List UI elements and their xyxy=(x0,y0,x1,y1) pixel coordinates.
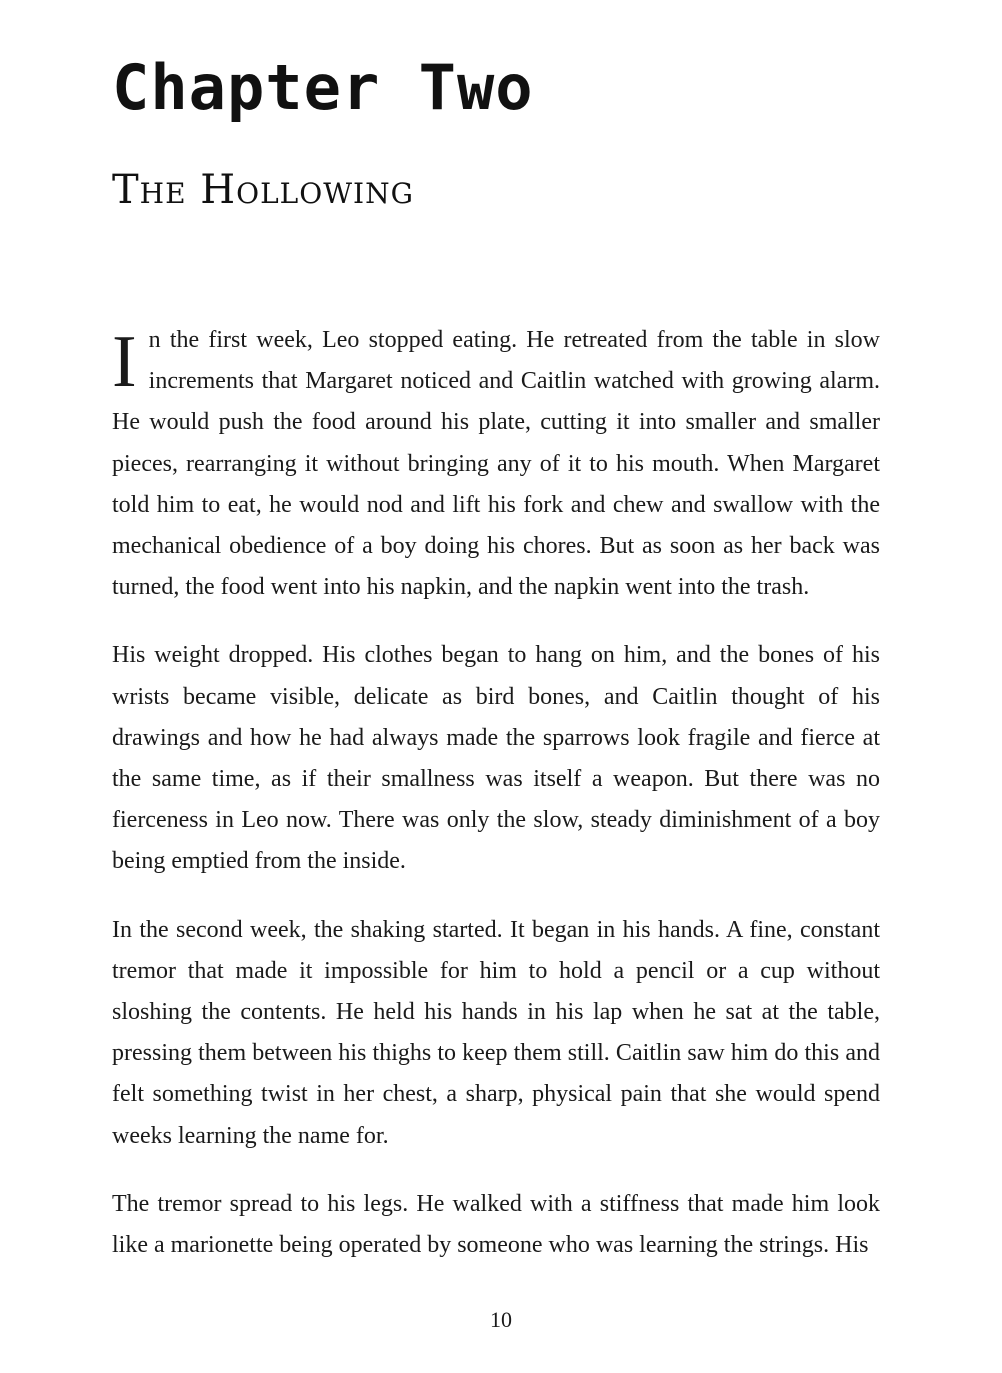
chapter-subtitle: The Hollowing xyxy=(112,167,414,213)
paragraph-1 xyxy=(112,320,880,608)
paragraph-4: The tremor spread to his legs. He walked with a stiffness that made him look like a marionette being operated by someone who was learning the strings. His xyxy=(112,1190,880,1259)
chapter-title: Chapter Two xyxy=(112,51,534,124)
drop-cap-initial: I xyxy=(112,321,137,403)
paragraph-2: His weight dropped. His clothes began to hang on him, and the bones of his wrists became visible, delicate as bird bones, and Caitlin thought of his drawings and how he had always made the sparrows look fragile and fierce at the same time, as if their smallness was itself a weapon. But there was no fierceness in Leo now. There was only the slow, steady diminishment of a boy being emptied from the inside. xyxy=(112,642,880,875)
page-number: 10 xyxy=(490,1307,512,1332)
paragraph-1-text: n the first week, Leo stopped eating. He retreated from the table in slow increments that Margaret noticed and Caitlin watched with growing alarm. He would push the food around his plate, cutting it into smaller and smaller pieces, rearranging it without bringing any of it to his mouth. When Margaret told him to eat, he would nod and lift his fork and chew and swallow with the mechanical obedience of a boy doing his chores. But as soon as her back was turned, the food went into his napkin, and the napkin went into the trash. xyxy=(112,327,880,601)
paragraph-3: In the second week, the shaking started. It began in his hands. A fine, constant tremor that made it impossible for him to hold a pencil or a cup without sloshing the contents. He held his hands in his lap when he sat at the table, pressing them between his thighs to keep them still. Caitlin saw him do this and felt something twist in her chest, a sharp, physical pain that she would spend weeks learning the name for. xyxy=(112,916,880,1149)
chapter-body xyxy=(112,320,880,1293)
